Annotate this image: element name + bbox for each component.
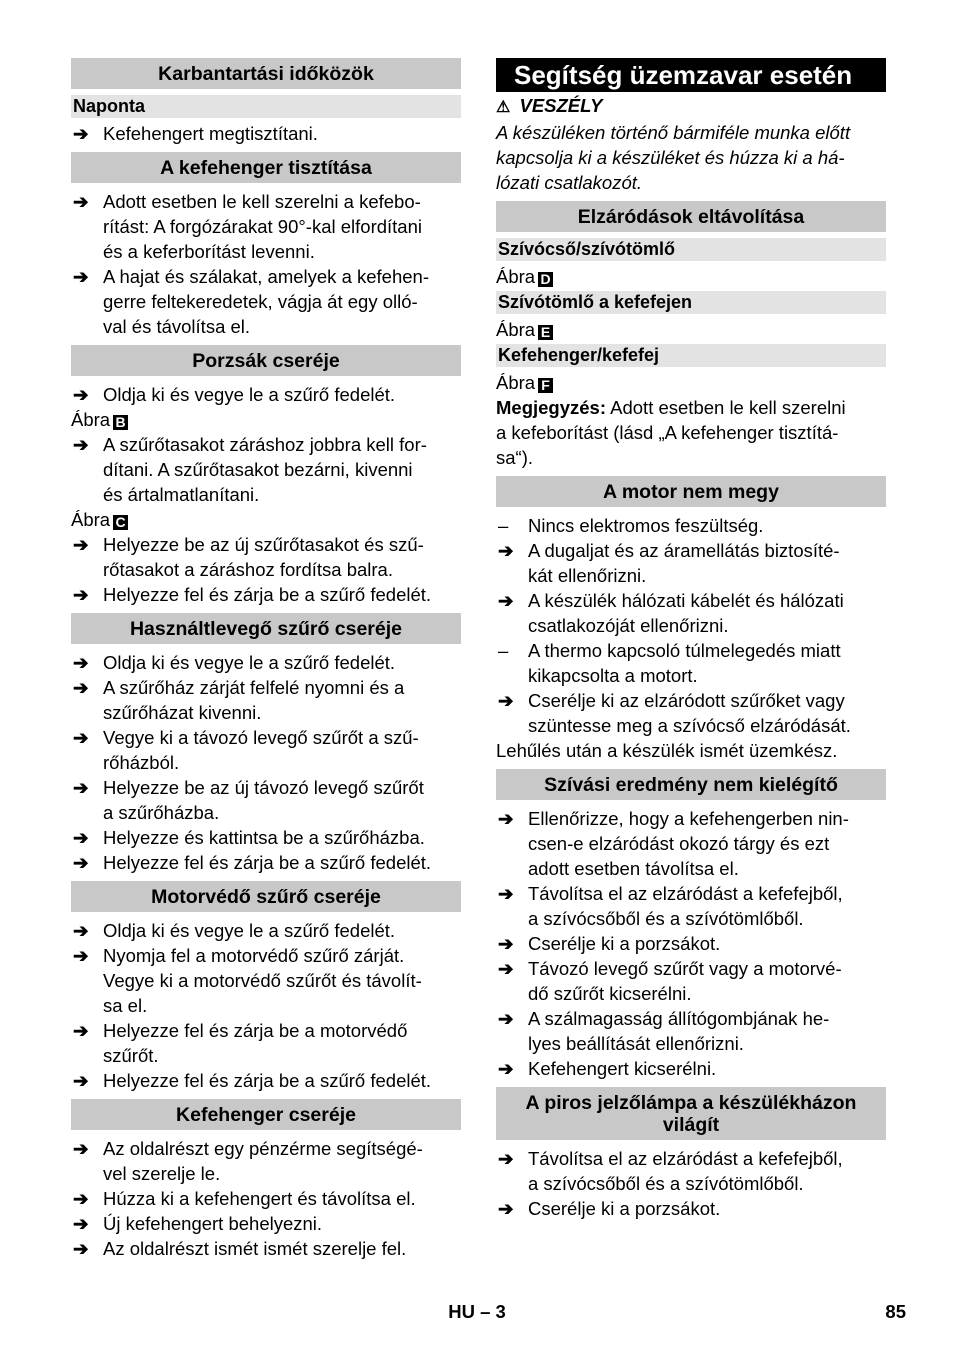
list-item: ➔ Vegye ki a távozó levegő szűrőt a szű- rőházból. [73,727,419,773]
arrow-icon: ➔ [73,727,89,748]
list-item: ➔ A készülék hálózati kábelét és hálózati csatlakozóját ellenőrizni. [498,590,844,636]
list-item: ➔ A szűrőház zárját felfelé nyomni és a szűrőházat kivenni. [73,677,405,723]
arrow-icon: ➔ [498,808,514,829]
list-item: ➔ Adott esetben le kell szerelni a kefebo- rítást: A forgózárakat 90°-kal elfordítani és a keferborítást levenni. [73,191,422,262]
arrow-icon: ➔ [498,1198,514,1219]
list-item: ➔ Helyezze fel és zárja be a motorvédő szűrőt. [73,1020,408,1066]
figure-letter-icon: D [538,272,553,287]
section-title-kefehenger-csereje: Kefehenger cseréje [71,1099,461,1130]
arrow-icon: ➔ [73,534,89,555]
right-column [496,58,886,1221]
motor-after-text: Lehűlés után a készülék ismét üzemkész. [496,740,838,761]
figure-reference: Ábra D [496,264,886,289]
danger-text: A készüléken történő bármiféle munka előtt kapcsolja ki a készüléket és húzza ki a há- lózati csatlakozót. [496,122,851,193]
dash-icon: – [498,640,509,661]
arrow-icon: ➔ [73,652,89,673]
list-item: ➔ Oldja ki és vegye le a szűrő fedelét. [73,384,396,405]
list-item: ➔ Távolítsa el az elzáródást a kefefejből, a szívócsőből és a szívótömlőből. [498,883,843,929]
arrow-icon: ➔ [73,266,89,287]
danger-heading: ⚠ VESZÉLY [496,95,603,116]
arrow-icon: ➔ [498,590,514,611]
list-item: ➔ Távozó levegő szűrőt vagy a motorvé- dő szűrőt kicserélni. [498,958,842,1004]
arrow-icon: ➔ [498,933,514,954]
list-item: ➔ Helyezze be az új távozó levegő szűrőt a szűrőházba. [73,777,424,823]
arrow-icon: ➔ [73,1188,89,1209]
figure-letter-icon: E [538,325,553,340]
list-item: – A thermo kapcsoló túlmelegedés miatt kikapcsolta a motort. [498,640,841,686]
arrow-icon: ➔ [498,958,514,979]
arrow-icon: ➔ [73,1138,89,1159]
subsection-kefehenger-kefefej: Kefehenger/kefefej [496,344,886,367]
warning-icon: ⚠ [496,99,511,116]
figure-letter-icon: B [113,415,128,430]
figure-reference: Ábra C [71,507,461,532]
arrow-icon: ➔ [73,677,89,698]
list-item: ➔ Cserélje ki az elzáródott szűrőket vagy szüntesse meg a szívócső elzáródását. [498,690,851,736]
list-item: ➔ A hajat és szálakat, amelyek a kefehen- gerre feltekeredetek, vágja át egy olló- val és távolítsa el. [73,266,429,337]
note-paragraph: Megjegyzés: Adott esetben le kell szerelni a kefeborítást (lásd „A kefehenger tisztítá- sa“). [496,397,846,468]
figure-reference: Ábra F [496,370,886,395]
list-item: ➔ Az oldalrészt egy pénzérme segítségé- vel szerelje le. [73,1138,423,1184]
list-item: ➔ Kefehengert kicserélni. [498,1058,717,1079]
list-item: ➔ Helyezze fel és zárja be a szűrő fedelét. [73,852,432,873]
dash-icon: – [498,515,509,536]
list-item: ➔ Cserélje ki a porzsákot. [498,933,721,954]
list-item: ➔ A szűrőtasakot záráshoz jobbra kell for- dítani. A szűrőtasakot bezárni, kivenni és ártalmatlanítani. [73,434,427,505]
page-title: Segítség üzemzavar esetén [496,58,886,92]
list-item: ➔ Helyezze be az új szűrőtasakot és szű- rőtasakot a záráshoz fordítsa balra. [73,534,424,580]
list-item: ➔ Oldja ki és vegye le a szűrő fedelét. [73,652,396,673]
list-item: ➔ Cserélje ki a porzsákot. [498,1198,721,1219]
list-item: ➔ Helyezze fel és zárja be a szűrő fedelét. [73,584,432,605]
page-number: 85 [885,1301,906,1322]
section-title-motor: A motor nem megy [496,476,886,507]
arrow-icon: ➔ [498,1008,514,1029]
section-title-kefehenger-tisztitasa: A kefehenger tisztítása [71,152,461,183]
list-item: ➔ Helyezze fel és zárja be a szűrő fedelét. [73,1070,432,1091]
arrow-icon: ➔ [73,123,89,144]
arrow-icon: ➔ [498,1058,514,1079]
section-title-elzarodasok: Elzáródások eltávolítása [496,201,886,232]
figure-reference: Ábra B [71,407,461,432]
arrow-icon: ➔ [73,1213,89,1234]
arrow-icon: ➔ [73,384,89,405]
arrow-icon: ➔ [498,540,514,561]
arrow-icon: ➔ [73,852,89,873]
arrow-icon: ➔ [73,584,89,605]
footer-language-page: HU – 3 [448,1301,506,1322]
list-item: ➔ A szálmagasság állítógombjának he- lyes beállítását ellenőrizni. [498,1008,830,1054]
figure-letter-icon: C [113,515,128,530]
list-item: ➔ Helyezze és kattintsa be a szűrőházba. [73,827,425,848]
arrow-icon: ➔ [73,1238,89,1259]
list-item: ➔ Ellenőrizze, hogy a kefehengerben nin- csen-e elzáródást okozó tárgy és ezt adott esetben távolítsa el. [498,808,849,879]
list-item: ➔ Nyomja fel a motorvédő szűrő zárját. Vegye ki a motorvédő szűrőt és távolít- sa el. [73,945,422,1016]
arrow-icon: ➔ [73,945,89,966]
list-item: ➔ Távolítsa el az elzáródást a kefefejből, a szívócsőből és a szívótömlőből. [498,1148,843,1194]
list-item: ➔ Húzza ki a kefehengert és távolítsa el. [73,1188,416,1209]
list-item: ➔ Az oldalrészt ismét ismét szerelje fel. [73,1238,407,1259]
subsection-naponta: Naponta [71,95,461,118]
section-title-szivasi: Szívási eredmény nem kielégítő [496,769,886,800]
arrow-icon: ➔ [498,690,514,711]
arrow-icon: ➔ [73,920,89,941]
figure-letter-icon: F [538,378,553,393]
list-item: ➔ A dugaljat és az áramellátás biztosíté- kát ellenőrizni. [498,540,840,586]
left-column [71,58,461,1261]
arrow-icon: ➔ [73,1020,89,1041]
arrow-icon: ➔ [73,434,89,455]
subsection-szivocso: Szívócső/szívótömlő [496,238,886,261]
arrow-icon: ➔ [498,883,514,904]
figure-reference: Ábra E [496,317,886,342]
arrow-icon: ➔ [73,777,89,798]
arrow-icon: ➔ [73,827,89,848]
section-title-karbantartas: Karbantartási időközök [71,58,461,89]
section-title-piros: A piros jelzőlámpa a készülékházon világít [496,1087,886,1140]
arrow-icon: ➔ [73,191,89,212]
section-title-motorvedo: Motorvédő szűrő cseréje [71,881,461,912]
subsection-szivotomlo: Szívótömlő a kefefejen [496,291,886,314]
list-item: ➔ Kefehengert megtisztítani. [73,123,318,144]
section-title-porzsak: Porzsák cseréje [71,345,461,376]
arrow-icon: ➔ [498,1148,514,1169]
section-title-hasznaltlevego: Használtlevegő szűrő cseréje [71,613,461,644]
arrow-icon: ➔ [73,1070,89,1091]
list-item: ➔ Oldja ki és vegye le a szűrő fedelét. [73,920,396,941]
list-item: – Nincs elektromos feszültség. [498,515,764,536]
list-item: ➔ Új kefehengert behelyezni. [73,1213,323,1234]
